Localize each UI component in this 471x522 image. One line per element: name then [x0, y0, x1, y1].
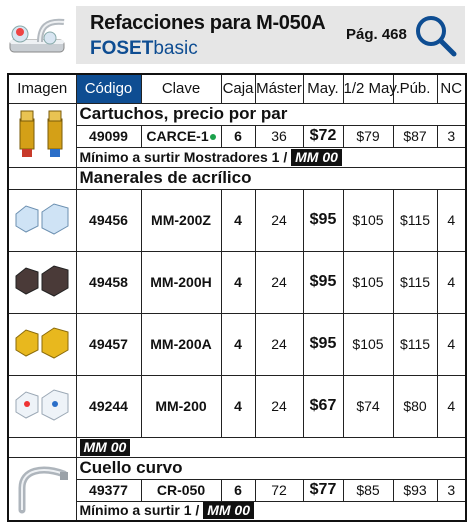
- cell-clave: CR-050: [141, 479, 221, 501]
- cell-clave: [141, 125, 221, 147]
- mm-note: [76, 437, 466, 457]
- cell-nc: 4: [437, 189, 466, 251]
- table-row: [8, 375, 466, 437]
- cell-caja: 4: [221, 375, 255, 437]
- cell-may: $67: [303, 375, 343, 437]
- cell-half-may: $105: [343, 313, 393, 375]
- handle-image-amber: [8, 313, 76, 375]
- cell-caja: 4: [221, 251, 255, 313]
- cell-pub: $115: [393, 313, 437, 375]
- min-order-row: [8, 147, 466, 167]
- col-pub: Púb.: [393, 74, 437, 103]
- cell-codigo: 49456: [76, 189, 141, 251]
- col-clave: Clave: [141, 74, 221, 103]
- parts-table: [7, 73, 467, 522]
- curved-spout-icon: [12, 458, 72, 516]
- cell-half-may: $105: [343, 189, 393, 251]
- cell-codigo: 49457: [76, 313, 141, 375]
- table-header-row: [8, 74, 466, 103]
- section-title: Cuello curvo: [76, 457, 466, 479]
- min-order-note: [76, 147, 466, 167]
- brand-bold: FOSET: [90, 38, 154, 59]
- amber-handle-icon: [12, 318, 72, 368]
- cell-clave: MM-200A: [141, 313, 221, 375]
- min-order-text: Mínimo a surtir Mostradores 1 /: [79, 148, 288, 165]
- empty-image-cell: [8, 437, 76, 457]
- cell-pub: $115: [393, 189, 437, 251]
- handle-image-smoke: [8, 251, 76, 313]
- brand-light: basic: [153, 38, 198, 59]
- cell-caja: 4: [221, 189, 255, 251]
- cell-nc: 4: [437, 375, 466, 437]
- mm-row: [8, 437, 466, 457]
- section-header-cuello: [8, 457, 466, 479]
- cell-nc: 4: [437, 313, 466, 375]
- cell-codigo: 49458: [76, 251, 141, 313]
- crystal-handle-icon: [12, 380, 72, 430]
- smoke-handle-icon: [12, 256, 72, 306]
- new-item-dot-icon: [210, 134, 216, 140]
- empty-image-cell: [8, 167, 76, 189]
- cell-clave: MM-200Z: [141, 189, 221, 251]
- cell-nc: 3: [437, 125, 466, 147]
- table-row: [8, 313, 466, 375]
- cell-nc: 3: [437, 479, 466, 501]
- mm-badge: MM 00: [291, 149, 342, 166]
- cell-half-may: $74: [343, 375, 393, 437]
- cell-pub: $80: [393, 375, 437, 437]
- cell-pub: $87: [393, 125, 437, 147]
- cell-may: $95: [303, 189, 343, 251]
- cell-codigo: 49099: [76, 125, 141, 147]
- mm-badge: MM 00: [80, 439, 131, 456]
- col-imagen: Imagen: [8, 74, 76, 103]
- cell-caja: 6: [221, 479, 255, 501]
- cell-codigo: 49377: [76, 479, 141, 501]
- col-master: Máster: [255, 74, 303, 103]
- section-header-cartuchos: [8, 103, 466, 125]
- section-header-manerales: [8, 167, 466, 189]
- cell-may: $72: [303, 125, 343, 147]
- cell-master: 24: [255, 313, 303, 375]
- min-order-note: [76, 501, 466, 521]
- table-row: [8, 251, 466, 313]
- cell-caja: 4: [221, 313, 255, 375]
- col-nc: NC: [437, 74, 466, 103]
- col-may: May.: [303, 74, 343, 103]
- cell-may: $95: [303, 313, 343, 375]
- brand-logo: [90, 38, 198, 60]
- min-order-text: Mínimo a surtir 1 /: [79, 502, 200, 519]
- col-half-may: 1/2 May.: [343, 74, 393, 103]
- cell-pub: $115: [393, 251, 437, 313]
- mm-badge: MM 00: [203, 502, 254, 519]
- col-caja: Caja: [221, 74, 255, 103]
- cell-master: 24: [255, 251, 303, 313]
- cell-caja: 6: [221, 125, 255, 147]
- faucet-product-image: [6, 10, 68, 60]
- cell-master: 24: [255, 189, 303, 251]
- table-row: [8, 479, 466, 501]
- min-order-row: [8, 501, 466, 521]
- cell-half-may: $79: [343, 125, 393, 147]
- spout-image: [8, 457, 76, 521]
- clave-text: CARCE-1: [146, 128, 209, 144]
- search-icon[interactable]: [413, 13, 457, 57]
- cartridge-image: [8, 103, 76, 167]
- table-row: [8, 125, 466, 147]
- cell-codigo: 49244: [76, 375, 141, 437]
- cell-may: $95: [303, 251, 343, 313]
- cell-clave: MM-200H: [141, 251, 221, 313]
- page-header: [0, 0, 471, 66]
- section-title: Manerales de acrílico: [76, 167, 466, 189]
- page-title: Refacciones para M-050A: [90, 12, 326, 34]
- page-number: Pág. 468: [346, 26, 407, 43]
- clear-handle-icon: [12, 194, 72, 244]
- section-title: Cartuchos, precio por par: [76, 103, 466, 125]
- cell-nc: 4: [437, 251, 466, 313]
- handle-image-clear: [8, 189, 76, 251]
- cell-master: 72: [255, 479, 303, 501]
- cell-master: 36: [255, 125, 303, 147]
- cell-master: 24: [255, 375, 303, 437]
- col-codigo: Código: [76, 74, 141, 103]
- cell-pub: $93: [393, 479, 437, 501]
- cartridge-icon: [12, 105, 72, 163]
- cell-may: $77: [303, 479, 343, 501]
- table-row: [8, 189, 466, 251]
- handle-image-crystal: [8, 375, 76, 437]
- cell-half-may: $85: [343, 479, 393, 501]
- cell-clave: MM-200: [141, 375, 221, 437]
- cell-half-may: $105: [343, 251, 393, 313]
